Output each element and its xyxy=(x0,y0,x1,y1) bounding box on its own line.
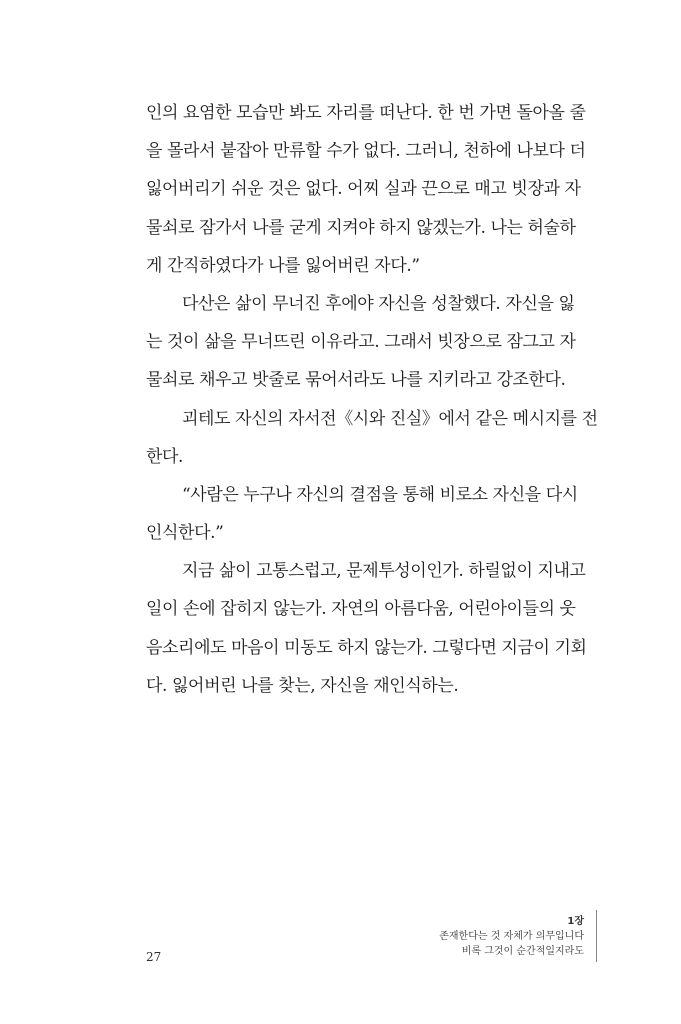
page-number: 27 xyxy=(146,950,162,964)
text-line: 인식한다.” xyxy=(146,523,224,544)
chapter-title-line-2: 비록 그것이 순간적일지라도 xyxy=(461,946,584,957)
running-head-divider xyxy=(596,910,597,962)
text-line: 물쇠로 잠가서 나를 굳게 지켜야 하지 않겠는가. 나는 허술하 xyxy=(146,217,576,238)
body-text xyxy=(146,94,598,705)
text-line: 인의 요염한 모습만 봐도 자리를 떠난다. 한 번 가면 돌아올 줄 xyxy=(146,103,586,123)
text-line: 한다. xyxy=(146,446,184,467)
text-line: “사람은 누구나 자신의 결점을 통해 비로소 자신을 다시 xyxy=(182,484,578,505)
text-line: 는 것이 삶을 무너뜨린 이유라고. 그래서 빗장으로 잠그고 자 xyxy=(146,332,576,353)
text-line: 지금 삶이 고통스럽고, 문제투성이인가. 하릴없이 지내고 xyxy=(182,561,586,582)
text-line: 다. 잃어버린 나를 찾는, 자신을 재인식하는. xyxy=(146,675,459,696)
text-line: 을 몰라서 붙잡아 만류할 수가 없다. 그러니, 천하에 나보다 더 xyxy=(146,141,586,162)
text-line: 물쇠로 채우고 밧줄로 묶어서라도 나를 지키라고 강조한다. xyxy=(146,370,566,391)
chapter-label: 1장 xyxy=(567,916,584,927)
text-line: 다산은 삶이 무너진 후에야 자신을 성찰했다. 자신을 잃 xyxy=(182,293,575,314)
text-line: 괴테도 자신의 자서전《시와 진실》에서 같은 메시지를 전 xyxy=(182,408,598,429)
text-line: 게 간직하였다가 나를 잃어버린 자다.” xyxy=(146,255,420,276)
chapter-title-line-1: 존재한다는 것 자체가 의무입니다 xyxy=(439,931,584,942)
running-head xyxy=(439,914,584,959)
text-line: 잃어버리기 쉬운 것은 없다. 어찌 실과 끈으로 매고 빗장과 자 xyxy=(146,179,581,200)
text-line: 일이 손에 잡히지 않는가. 자연의 아름다움, 어린아이들의 웃 xyxy=(146,599,576,620)
text-line: 음소리에도 마음이 미동도 하지 않는가. 그렇다면 지금이 기회 xyxy=(146,637,587,658)
